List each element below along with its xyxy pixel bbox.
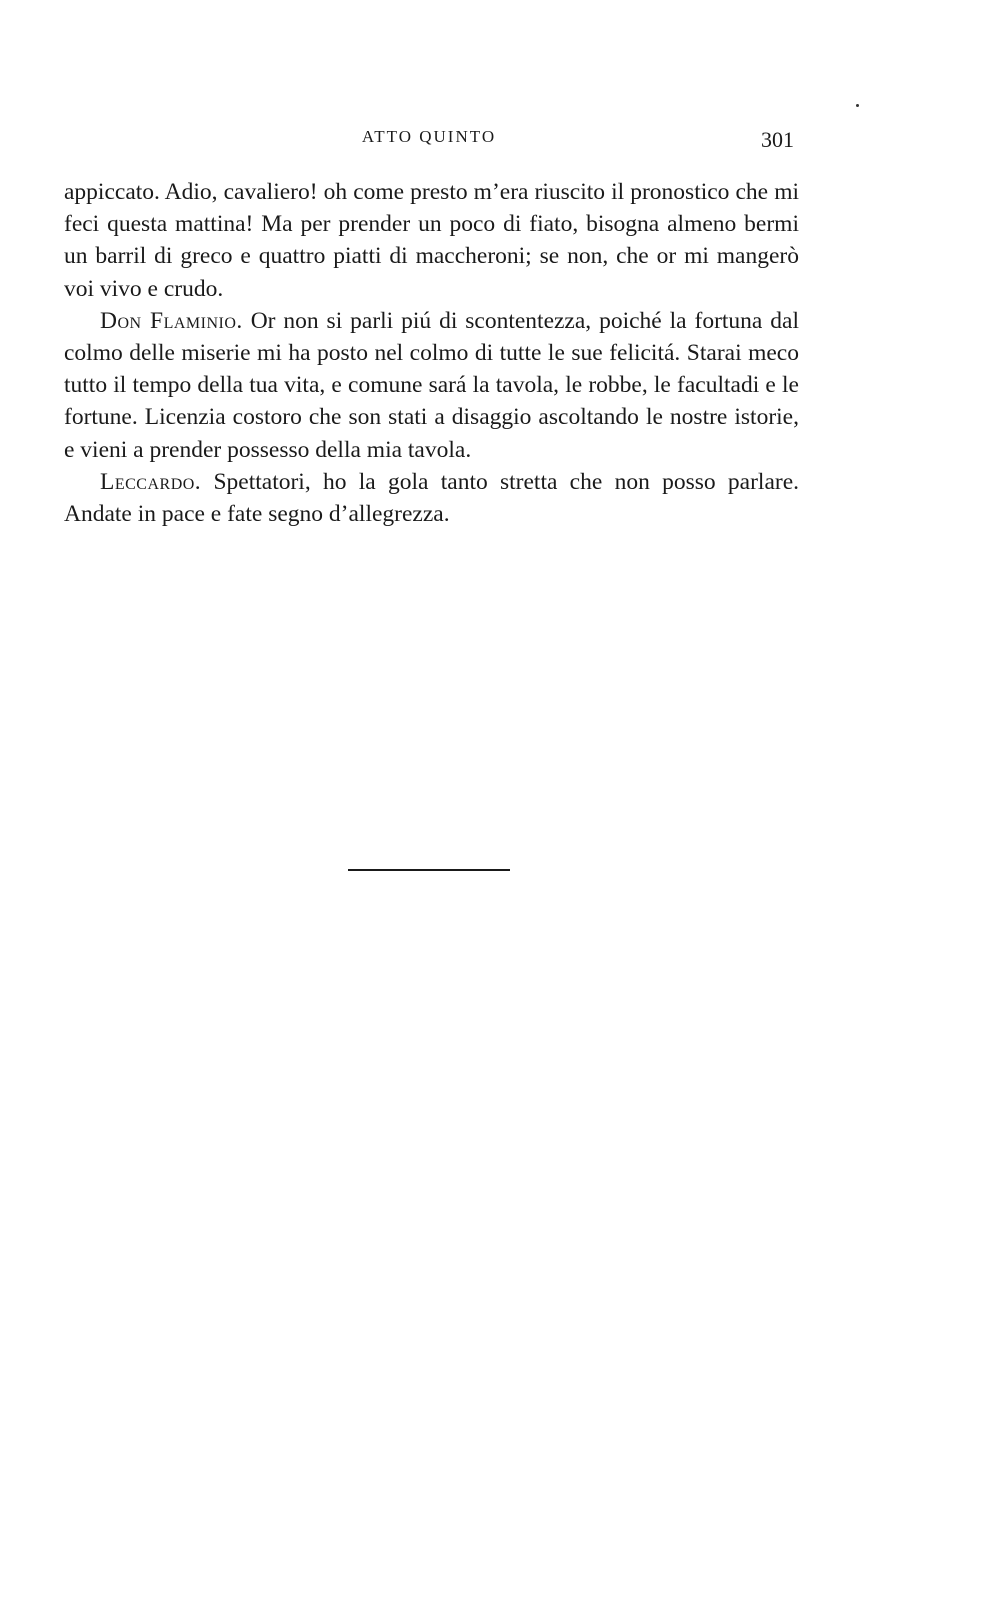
paragraph-text: Spettatori, ho la gola tanto stretta che non posso parlare. Andate in pace e fate segno d’allegrezza.: [64, 468, 800, 528]
speaker-name: Don Flaminio.: [100, 307, 243, 334]
body-text: [64, 176, 799, 530]
running-title: ATTO QUINTO: [361, 127, 497, 146]
page-speck: [856, 104, 859, 107]
speaker-name: Leccardo.: [100, 468, 202, 495]
paragraph-text: appiccato. Adio, cavaliero! oh come presto m’era riuscito il pronostico che mi feci questa mattina! Ma per prender un poco di fiato, bisogna almeno bermi un barril di greco e quattro piatti di maccheroni; se non, che or mi mangerò voi vivo e crudo.: [64, 179, 799, 302]
paragraph-text: Or non si parli piú di scontentezza, poiché la fortuna dal colmo delle miserie mi ha posto nel colmo di tutte le sue felicitá. Starai meco tutto il tempo della tua vita, e comune sará la tavola, le robbe, le facultadi e le fortune. Licenzia costoro che son stati a disaggio ascoltando le nostre istorie, e vieni a prender possesso della mia tavola.: [64, 307, 799, 463]
paragraph-don-flaminio: [64, 305, 799, 466]
paragraph-continuation: [64, 176, 799, 305]
end-rule: [348, 869, 510, 871]
page-number: 301: [761, 127, 794, 152]
paragraph-leccardo: [64, 466, 799, 530]
running-head: [64, 127, 794, 157]
